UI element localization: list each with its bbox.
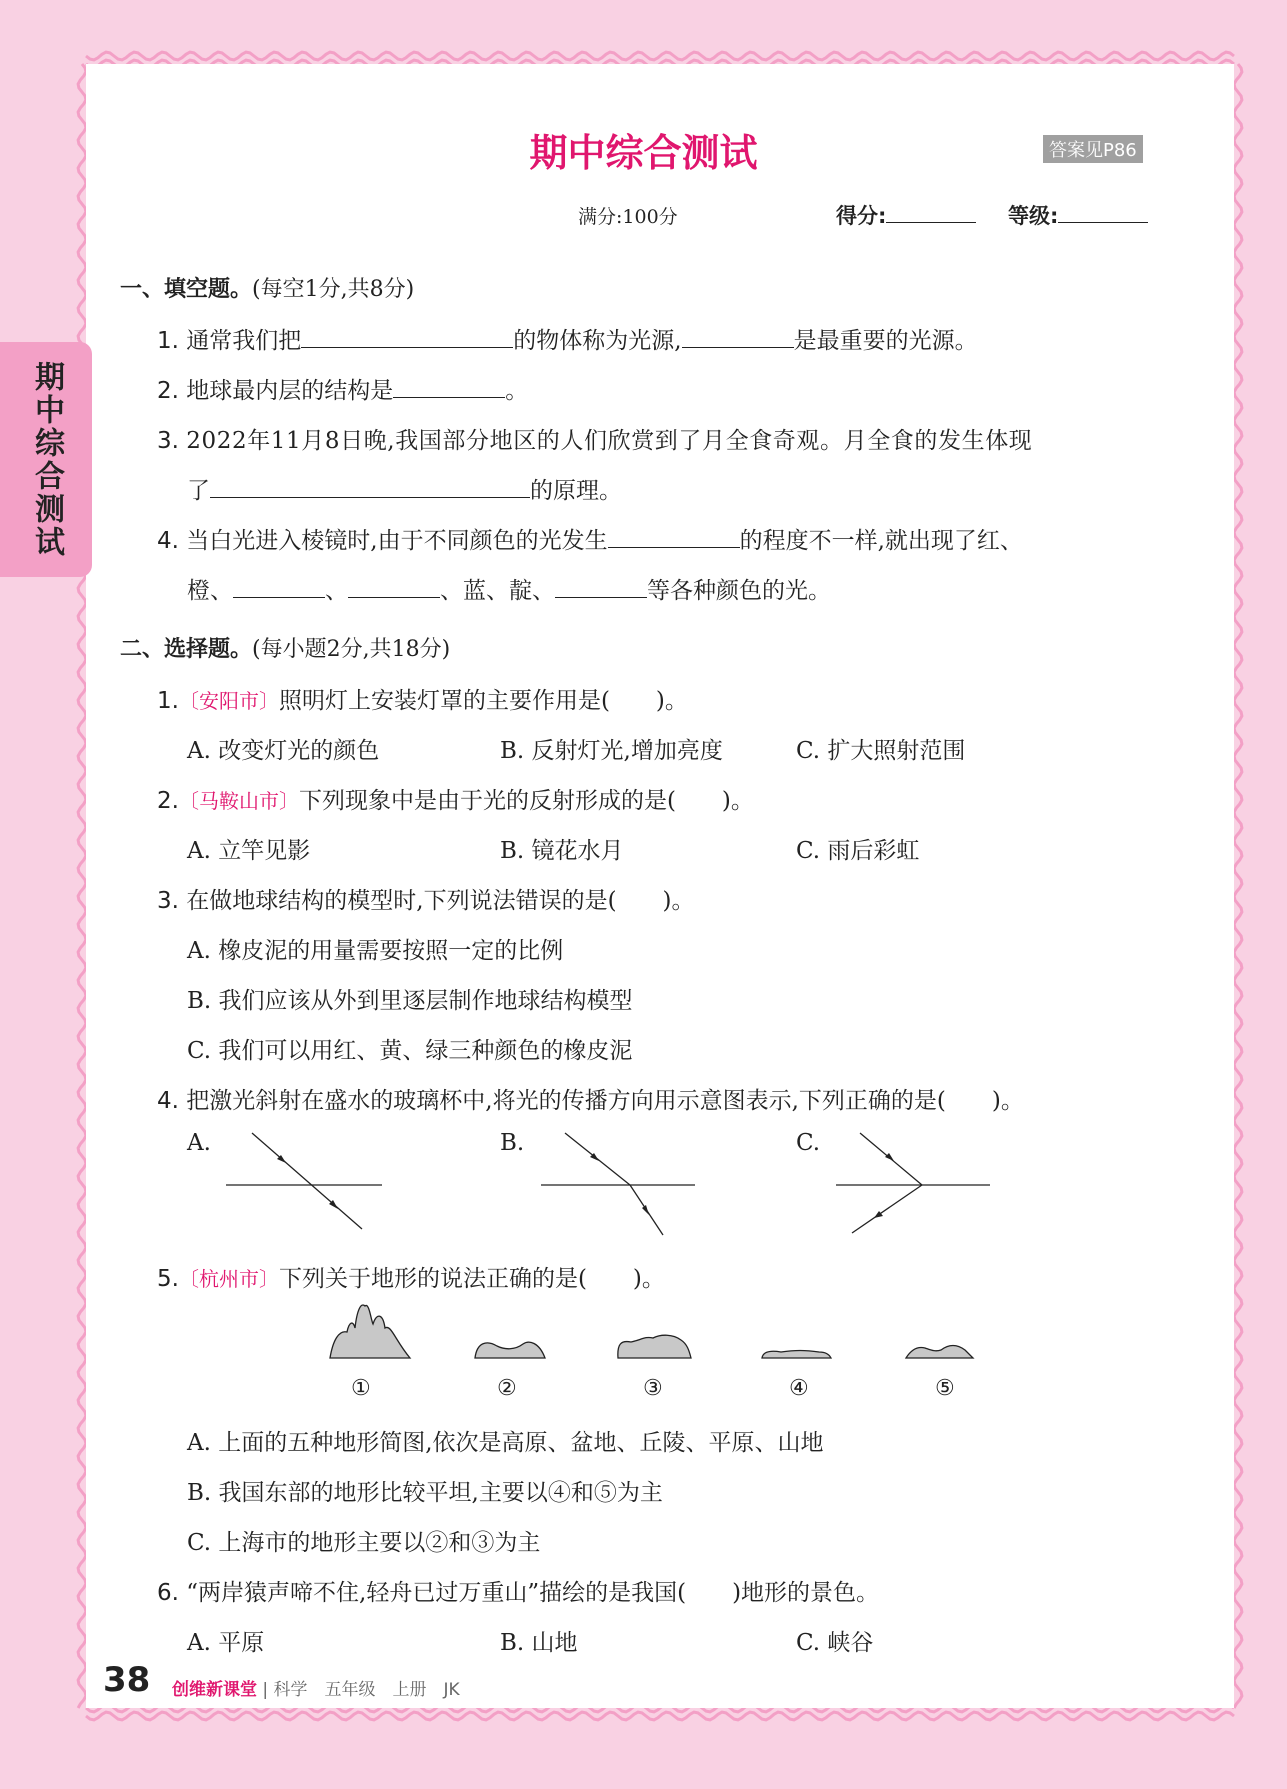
s1-question-4-cont: 橙、 、 、蓝、靛、 等各种颜色的光。 bbox=[187, 578, 831, 604]
landform-diagrams bbox=[325, 1300, 985, 1365]
answer-blank[interactable] bbox=[608, 527, 740, 548]
option-b[interactable]: B. bbox=[500, 1130, 525, 1156]
section-2-title: 二、选择题。 bbox=[120, 637, 253, 662]
landform-label-4: ④ bbox=[789, 1376, 809, 1401]
page-number: 38 bbox=[103, 1660, 151, 1700]
answer-blank[interactable] bbox=[233, 577, 325, 598]
landform-label-5: ⑤ bbox=[935, 1376, 955, 1401]
option-a[interactable]: A. bbox=[187, 1130, 211, 1156]
option-c[interactable]: C. 上海市的地形主要以②和③为主 bbox=[187, 1530, 541, 1556]
option-a[interactable]: A. 平原 bbox=[187, 1630, 265, 1656]
full-score-text: 满分:100分 bbox=[578, 206, 678, 228]
answer-blank[interactable] bbox=[393, 377, 505, 398]
s1-question-1: 1. 通常我们把 的物体称为光源, 是最重要的光源。 bbox=[157, 328, 978, 354]
s2-question-2: 2.〔马鞍山市〕下列现象中是由于光的反射形成的是( )。 bbox=[157, 788, 754, 814]
answer-blank[interactable] bbox=[210, 477, 530, 498]
s2-question-5: 5.〔杭州市〕下列关于地形的说法正确的是( )。 bbox=[157, 1266, 665, 1292]
s1-question-4: 4. 当白光进入棱镜时,由于不同颜色的光发生 的程度不一样,就出现了红、 bbox=[157, 528, 1023, 554]
landform-label-1: ① bbox=[351, 1376, 371, 1401]
answer-blank[interactable] bbox=[555, 577, 647, 598]
s2-question-1: 1.〔安阳市〕照明灯上安装灯罩的主要作用是( )。 bbox=[157, 688, 688, 714]
landform-label-3: ③ bbox=[643, 1376, 663, 1401]
s2-question-3: 3. 在做地球结构的模型时,下列说法错误的是( )。 bbox=[157, 888, 695, 914]
side-tab-label: 期中综合测试 bbox=[29, 360, 64, 559]
answer-blank[interactable] bbox=[682, 327, 794, 348]
s1-question-3: 3. 2022年11月8日晚,我国部分地区的人们欣赏到了月全食奇观。月全食的发生体现 bbox=[157, 428, 1033, 454]
s2-question-6: 6. “两岸猿声啼不住,轻舟已过万重山”描绘的是我国( )地形的景色。 bbox=[157, 1580, 880, 1606]
option-b[interactable]: B. 山地 bbox=[500, 1630, 578, 1656]
region-tag: 〔马鞍山市〕 bbox=[178, 789, 299, 813]
grade-blank[interactable] bbox=[1058, 202, 1148, 223]
answer-blank[interactable] bbox=[348, 577, 440, 598]
book-info: 科学 五年级 上册 JK bbox=[273, 1680, 460, 1700]
option-a[interactable]: A. 上面的五种地形简图,依次是高原、盆地、丘陵、平原、山地 bbox=[187, 1430, 824, 1456]
section-1-note: (每空1分,共8分) bbox=[252, 277, 415, 302]
option-b[interactable]: B. 我们应该从外到里逐层制作地球结构模型 bbox=[187, 988, 633, 1014]
landform-label-2: ② bbox=[497, 1376, 517, 1401]
option-b[interactable]: B. 我国东部的地形比较平坦,主要以④和⑤为主 bbox=[187, 1480, 663, 1506]
page-title: 期中综合测试 bbox=[529, 131, 758, 175]
region-tag: 〔杭州市〕 bbox=[178, 1267, 279, 1291]
option-a[interactable]: A. 橡皮泥的用量需要按照一定的比例 bbox=[187, 938, 564, 964]
option-c[interactable]: C. 峡谷 bbox=[796, 1630, 874, 1656]
option-b[interactable]: B. 反射灯光,增加亮度 bbox=[500, 738, 723, 764]
s1-question-2: 2. 地球最内层的结构是 。 bbox=[157, 378, 529, 404]
answer-reference-tag: 答案见P86 bbox=[1043, 135, 1143, 163]
option-b[interactable]: B. 镜花水月 bbox=[500, 838, 624, 864]
s2-question-4: 4. 把激光斜射在盛水的玻璃杯中,将光的传播方向用示意图表示,下列正确的是( )。 bbox=[157, 1088, 1024, 1114]
score-label: 得分: bbox=[836, 204, 887, 228]
section-1-title: 一、填空题。 bbox=[120, 277, 253, 302]
section-2-heading bbox=[120, 632, 450, 663]
option-a[interactable]: A. 改变灯光的颜色 bbox=[187, 738, 380, 764]
grade-label: 等级: bbox=[1008, 204, 1059, 228]
diagram-c-reflection bbox=[830, 1125, 1000, 1240]
option-c[interactable]: C. bbox=[796, 1130, 821, 1156]
diagram-b-bent-refraction bbox=[535, 1125, 705, 1240]
answer-blank[interactable] bbox=[301, 327, 513, 348]
brand-name: 创维新课堂 bbox=[172, 1680, 257, 1700]
footer-info: 创维新课堂 | 科学 五年级 上册 JK bbox=[172, 1680, 460, 1700]
option-c[interactable]: C. 雨后彩虹 bbox=[796, 838, 920, 864]
side-section-tab bbox=[0, 342, 92, 577]
s1-question-3-cont: 了 的原理。 bbox=[187, 478, 622, 504]
section-2-note: (每小题2分,共18分) bbox=[252, 637, 451, 662]
section-1-heading bbox=[120, 272, 414, 303]
score-blank[interactable] bbox=[886, 202, 976, 223]
option-c[interactable]: C. 我们可以用红、黄、绿三种颜色的橡皮泥 bbox=[187, 1038, 633, 1064]
grade-field[interactable] bbox=[1008, 200, 1148, 230]
score-field[interactable] bbox=[836, 200, 976, 230]
diagram-a-straight-refraction bbox=[220, 1125, 390, 1240]
region-tag: 〔安阳市〕 bbox=[178, 689, 279, 713]
option-c[interactable]: C. 扩大照射范围 bbox=[796, 738, 966, 764]
option-a[interactable]: A. 立竿见影 bbox=[187, 838, 311, 864]
